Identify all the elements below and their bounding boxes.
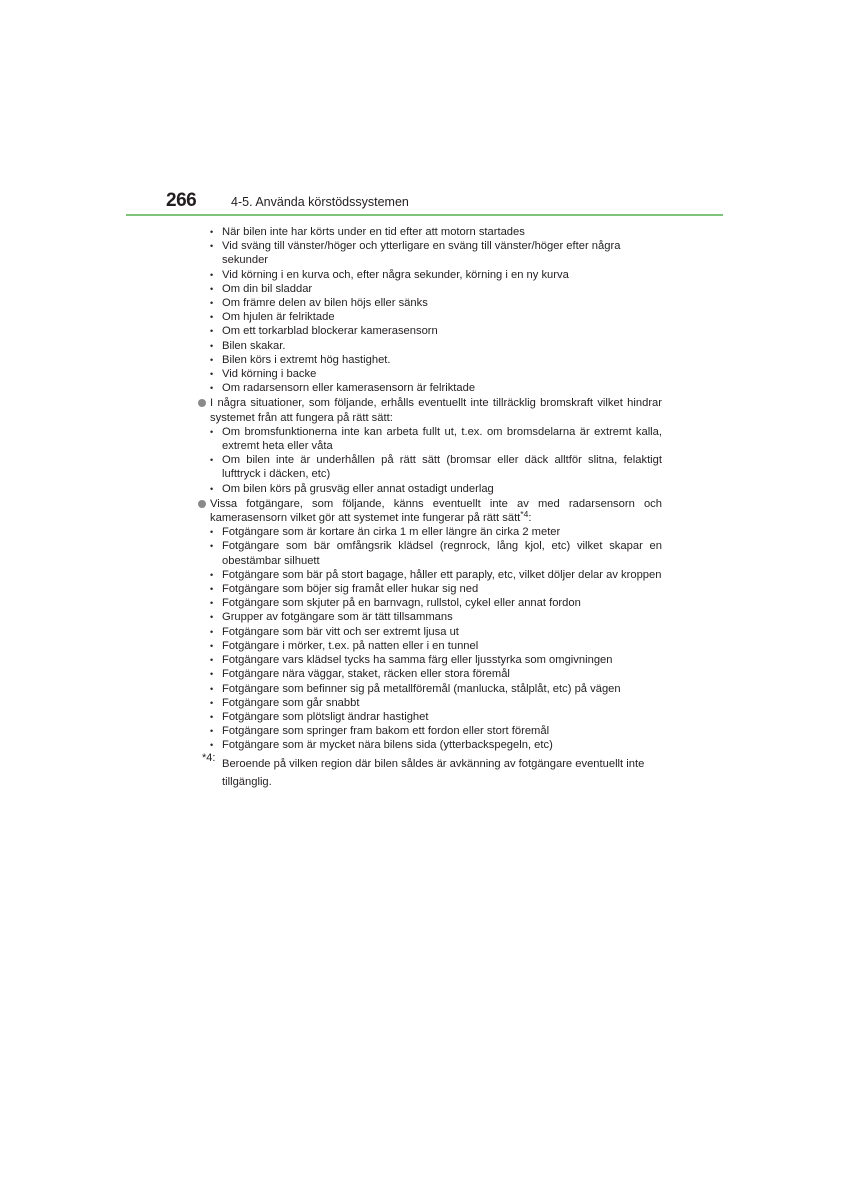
list-item: • Fotgängare som är kortare än cirka 1 m eller längre än cirka 2 meter — [210, 526, 561, 539]
footnote — [197, 751, 662, 791]
list-item: • Vid körning i backe — [210, 368, 317, 381]
list-item: • Om bromsfunktionerna inte kan arbeta fullt ut, t.ex. om bromsdelarna är extremt kalla, extremt heta eller våta — [210, 425, 662, 453]
list-item: • Fotgängare nära väggar, staket, räcken eller stora föremål — [210, 668, 510, 681]
list-item: • Om bilen inte är underhållen på rätt sätt (bromsar eller däck alltför slitna, felaktigt lufttryck i däcken, etc) — [210, 454, 662, 481]
page-number: 266 — [166, 190, 197, 211]
list-item: • Fotgängare som skjuter på en barnvagn, rullstol, cykel eller annat fordon — [210, 597, 581, 610]
list-item: • Grupper av fotgängare som är tätt tillsammans — [210, 611, 453, 624]
list-item: • Fotgängare vars klädsel tycks ha samma färg eller ljusstyrka som omgivningen — [210, 654, 613, 667]
list-item: • Fotgängare som befinner sig på metallföremål (manlucka, stålplåt, etc) på vägen — [210, 682, 621, 695]
list-item: • Fotgängare som springer fram bakom ett fordon eller stort föremål — [210, 725, 550, 738]
list-item: • Fotgängare som böjer sig framåt eller hukar sig ned — [210, 583, 479, 596]
paragraph-pedestrians: Vissa fotgängare, som följande, känns eventuellt inte av med radarsensorn och kamerasensorn vilket gör att systemet inte fungerar på rätt sätt$^{*4}$: — [197, 497, 662, 525]
list-item: • Fotgängare som går snabbt — [210, 696, 360, 709]
header-divider — [126, 214, 723, 216]
list-item: • Fotgängare som bär omfångsrik klädsel (regnrock, lång kjol, etc) vilket skapar en obestämbar silhuett — [210, 540, 662, 567]
list-item: • Vid körning i en kurva och, efter några sekunder, körning i en ny kurva — [210, 268, 569, 281]
list-item: • Fotgängare i mörker, t.ex. på natten eller i en tunnel — [210, 639, 479, 652]
list-item: • När bilen inte har körts under en tid efter att motorn startades — [210, 226, 525, 238]
list-item: • Om hjulen är felriktade — [210, 311, 335, 324]
section-title: 4-5. Använda körstödssystemen — [231, 195, 409, 209]
list-item: • Om din bil sladdar — [210, 282, 313, 295]
paragraph-braking-force: I några situationer, som följande, erhålls eventuellt inte tillräcklig bromskraft vilket hindrar systemet från att fungera på rätt sätt: — [197, 396, 662, 424]
braking-list — [197, 425, 662, 496]
footnote-mark: *4: — [202, 751, 216, 764]
list-item: • Fotgängare som bär på stort bagage, håller ett paraply, etc, vilket döljer delar av kroppen — [210, 568, 662, 581]
bullet-dot-icon — [198, 500, 206, 508]
list-item: • Om radarsensorn eller kamerasensorn är felriktade — [210, 382, 476, 395]
list-item: • Fotgängare som bär vitt och ser extremt ljusa ut — [210, 625, 459, 638]
list-item: • Om ett torkarblad blockerar kamerasensorn — [210, 325, 438, 338]
footnote-reference: *4 — [520, 509, 529, 520]
list-item: • Om bilen körs på grusväg eller annat ostadigt underlag — [210, 482, 494, 495]
list-item: • Om främre delen av bilen höjs eller sänks — [210, 297, 428, 310]
pedestrian-list — [197, 525, 662, 752]
page-content — [197, 225, 662, 791]
list-item: • Bilen körs i extremt hög hastighet. — [210, 353, 391, 366]
bullet-dot-icon — [198, 399, 206, 407]
page-header — [126, 190, 723, 218]
list-item: • Fotgängare som är mycket nära bilens sida (ytterbackspegeln, etc) — [210, 739, 553, 752]
footnote-text: Beroende på vilken region där bilen såldes är avkänning av fotgängare eventuellt inte tillgänglig. — [222, 757, 645, 788]
list-item: • Vid sväng till vänster/höger och ytterligare en sväng till vänster/höger efter några sekunder — [210, 240, 621, 267]
list-item: • Bilen skakar. — [210, 339, 286, 352]
list-item: • Fotgängare som plötsligt ändrar hastighet — [210, 710, 429, 723]
conditions-list — [197, 225, 662, 395]
